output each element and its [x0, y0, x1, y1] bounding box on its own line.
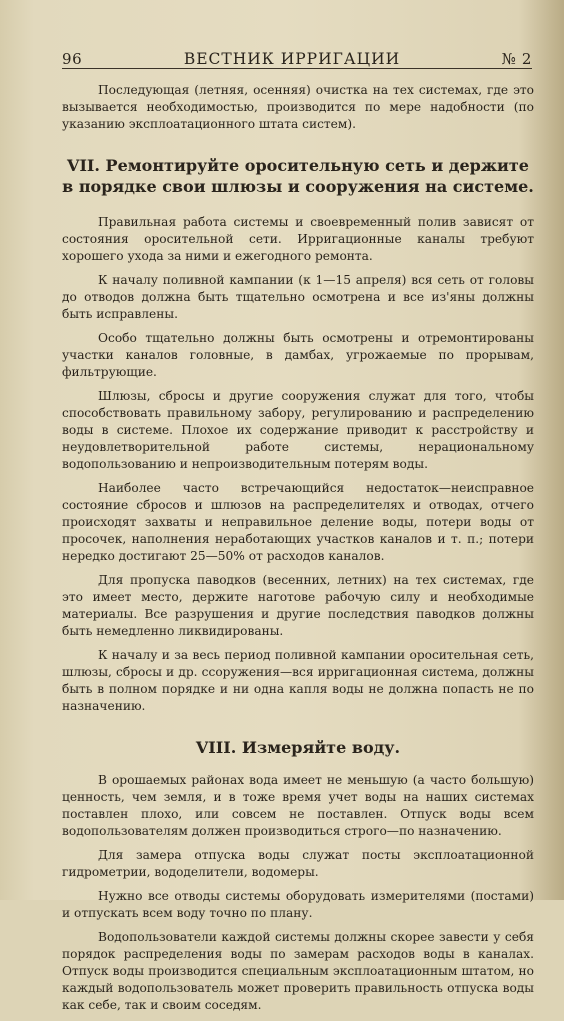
- intro-paragraph: Последующая (летняя, осенняя) очистка на тех системах, где это вызывается необходимостью, производится по мере надобности (по указанию эксплоатационного штата систем).: [62, 83, 534, 131]
- section-7-paragraph: Особо тщательно должны быть осмотрены и отремонтированы участки каналов головные, в дамбах, угрожаемые по прорывам, фильтрующие.: [62, 331, 534, 379]
- running-header: [62, 46, 532, 69]
- section-7-paragraph: Правильная работа системы и своевременный полив зависят от состояния оросительной сети. Ирригационные каналы требуют хорошего ухода за ними и ежегодного ремонта.: [62, 215, 534, 263]
- issue-number: № 2: [501, 50, 532, 68]
- section-8-paragraph: Для замера отпуска воды служат посты эксплоатационной гидрометрии, вододелители, водомеры.: [62, 848, 534, 879]
- section-7-paragraph: К началу поливной кампании (к 1—15 апреля) вся сеть от головы до отводов должна быть тщательно осмотрена и все из'яны должны быть исправлены.: [62, 273, 534, 321]
- section-7-paragraph: Наиболее часто встречающийся недостаток—неисправное состояние сбросов и шлюзов на распределителях и отводах, отчего происходят захваты и неправильное деление воды, потери воды от просочек, наполнения неработающих участков каналов и т. п.; потери нередко достигают 25—50% от расходов каналов.: [62, 481, 534, 563]
- section-8-heading: VIII. Измеряйте воду.: [195, 738, 401, 757]
- document-body: [62, 82, 534, 1021]
- section-7-heading: VII. Ремонтируйте оросительную сеть и держите в порядке свои шлюзы и сооружения на системе.: [62, 156, 534, 196]
- section-7-paragraph: Шлюзы, сбросы и другие сооружения служат для того, чтобы способствовать правильному забору, регулированию и распределению воды в системе. Плохое их содержание приводит к расстройству и неудовлетворительной работе системы, нерациональному водопользованию и непроизводительным потерям воды.: [62, 389, 534, 471]
- section-7-paragraph: К началу и за весь период поливной кампании оросительная сеть, шлюзы, сбросы и др. ссоружения—вся ирригационная система, должны быть в полном порядке и ни одна капля воды не должна попасть не по назначению.: [62, 648, 534, 713]
- section-7-paragraph: Для пропуска паводков (весенних, летних) на тех системах, где это имеет место, держите наготове рабочую силу и необходимые материалы. Все разрушения и другие последствия паводков должны быть немедленно ликвидированы.: [62, 573, 534, 638]
- page-number: 96: [62, 50, 83, 68]
- journal-title: ВЕСТНИК ИРРИГАЦИИ: [183, 50, 401, 68]
- section-8-paragraph: В орошаемых районах вода имеет не меньшую (а часто большую) ценность, чем земля, и в тоже время учет воды на наших системах поставлен плохо, или совсем не поставлен. Отпуск воды всем водопользователям должен производиться строго—по назначению.: [62, 773, 534, 838]
- section-8-paragraph: Нужно все отводы системы оборудовать измерителями (постами) и отпускать всем воду точно по плану.: [62, 889, 534, 920]
- section-8-paragraph: Водопользователи каждой системы должны скорее завести у себя порядок распределения воды по замерам расходов воды в каналах. Отпуск воды производится специальным эксплоатационным штатом, но каждый водопользователь может проверить правильность отпуска воды как себе, так и своим соседям.: [62, 930, 534, 1012]
